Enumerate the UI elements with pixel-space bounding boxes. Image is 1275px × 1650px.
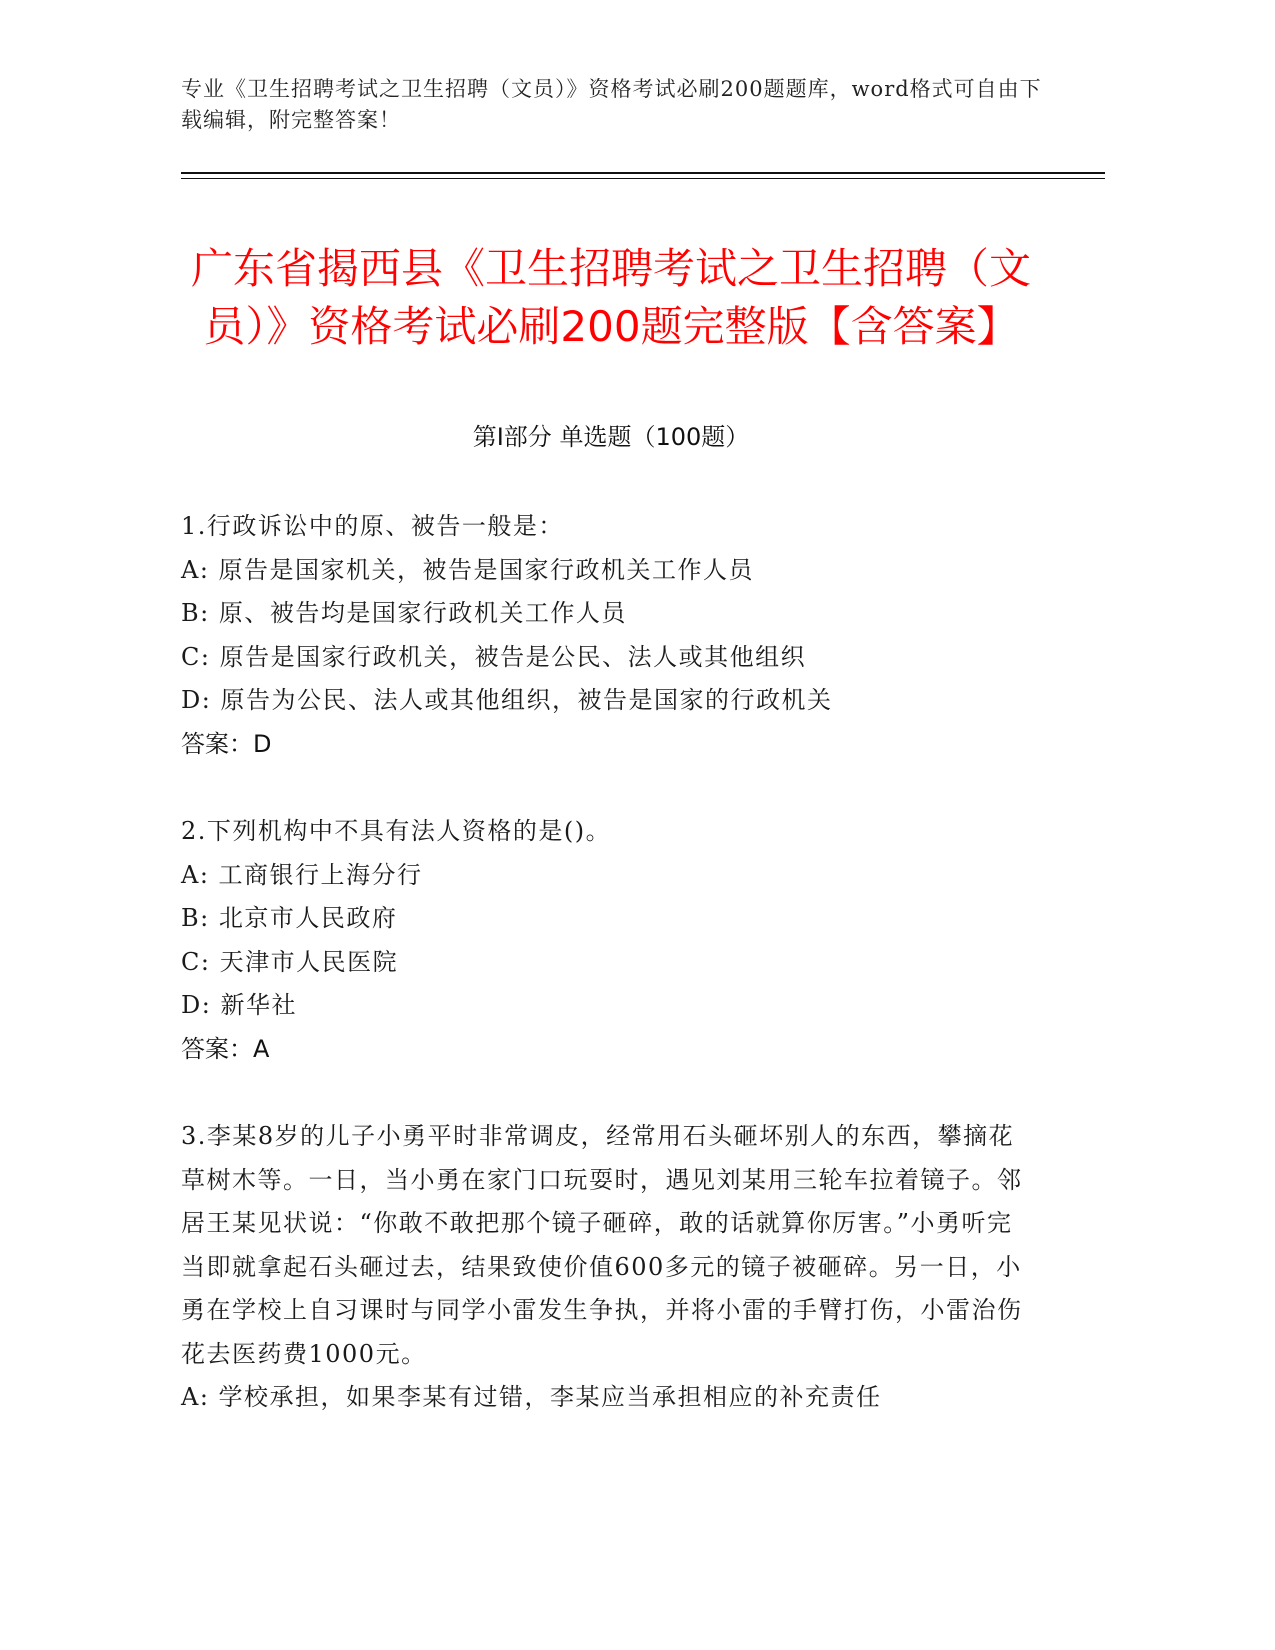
question-stem: 3.李某8岁的儿子小勇平时非常调皮，经常用石头砸坏别人的东西，攀摘花草树木等。一日，当小勇在家门口玩耍时，遇见刘某用三轮车拉着镜子。邻居王某见状说：“你敢不敢把那个镜子砸碎，敢的话就算你厉害。”小勇听完当即就拿起石头砸过去，结果致使价值600多元的镜子被砸碎。另一日，小勇在学校上自习课时与同学小雷发生争执，并将小雷的手臂打伤，小雷治伤花去医药费1000元。 [181,1122,1023,1368]
option-d: D: 原告为公民、法人或其他组织，被告是国家的行政机关 [181,686,833,714]
header-divider-thin [181,178,1105,179]
answer-line: 答案：D [181,729,272,758]
document-title: 广东省揭西县《卫生招聘考试之卫生招聘（文员）》资格考试必刷200题完整版【含答案】 [190,244,1031,352]
option-a: A: 学校承担，如果李某有过错，李某应当承担相应的补充责任 [181,1383,882,1411]
option-c: C: 原告是国家行政机关，被告是公民、法人或其他组织 [181,642,807,671]
option-c: C: 天津市人民医院 [181,947,399,976]
header-note: 专业《卫生招聘考试之卫生招聘（文员）》资格考试必刷200题题库，word格式可自由下载编辑，附完整答案！ [181,77,1042,132]
header-divider-thick [181,172,1105,174]
question-list [181,505,1031,1464]
answer-line: 答案：A [181,1034,270,1063]
question-3 [181,1115,1031,1420]
section-title: 第Ⅰ部分 单选题（100题） [472,423,750,451]
option-b: B: 原、被告均是国家行政机关工作人员 [181,599,627,627]
option-a: A: 工商银行上海分行 [181,860,423,889]
question-stem: 2.下列机构中不具有法人资格的是()。 [181,817,612,845]
question-stem: 1.行政诉讼中的原、被告一般是： [181,512,564,540]
question-2 [181,810,1031,1071]
option-a: A: 原告是国家机关，被告是国家行政机关工作人员 [181,555,755,584]
question-1 [181,505,1031,766]
option-d: D: 新华社 [181,991,297,1019]
option-b: B: 北京市人民政府 [181,904,398,932]
